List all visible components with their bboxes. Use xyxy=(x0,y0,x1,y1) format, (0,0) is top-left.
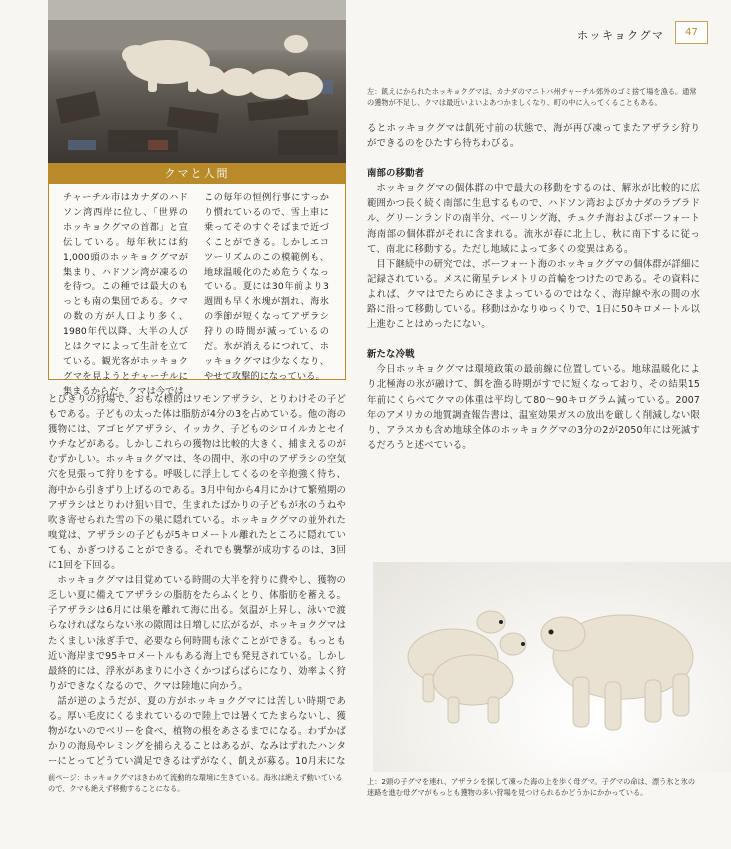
right-paragraph-1: ホッキョクグマの個体群の中で最大の移動をするのは、解氷が比較的に広範囲かつ長く続く南部に生息するもので、ハドソン湾およびカナダのラブラドル、グリーンランドの南半分、ベーリング海、チュクチ海およびボーフォート海南部の個体群がそれに含まれる。流氷が春に北上し、秋に南下するに従って、南北に移動する。ただし地域によって多くの変異はある。 xyxy=(367,183,700,255)
sidebar-title: クマと人間 xyxy=(49,164,345,184)
sidebar-column-1: チャーチル市はカナダのハドソン湾西岸に位し、「世界のホッキョクグマの首都」と宣伝している。毎年秋には約1,000頭のホッキョクグマが集まり、ハドソン湾が凍るのを待つ。この種では最大のもっとも南の集団である。クマの数の方が人口より多く、1980年代以降、大半の人びとはクマによって生計を立てている。観光客がホッキョクグマを見ようとチャーチルに集まるからだ。クマは今では xyxy=(63,192,188,397)
sidebar-box xyxy=(48,163,346,397)
page-number: 47 xyxy=(675,21,708,44)
bottom-photo-caption: 上：2頭の子グマを連れ、アザラシを探して凍った海の上を歩く母グマ。子グマの命は、漂う氷と氷の迷路を進む母グマがもっとも獲物の多い狩場を見つけられるかどうかにかかっている。 xyxy=(367,777,696,797)
right-paragraph-0: るとホッキョクグマは飢死寸前の状態で、海が再び凍ってまたアザラシ狩りができるのをひたすら待ちわびる。 xyxy=(367,123,700,150)
garbage-dump-photo xyxy=(48,0,346,163)
garbage-dump-bears-photo xyxy=(48,0,346,163)
left-paragraph-2: ホッキョクグマは目覚めている時間の大半を狩りに費やし、獲物の乏しい夏に備えてアザラシの脂肪をたらふくとり、体脂肪を蓄える。子アザラシは6月には巣を離れて海に出る。気温が上昇し、泳いで渡らなければならない氷の隙間は日増しに広がるが、ホッキョクグマはたくましい泳ぎ手で、必要なら何時間も泳ぐことができる。もっとも近い海岸まで95キロメートルもある海上でも発見されている。しかし最終的には、浮氷があまりに小さくかつばらばらになり、効率よく狩りができなくなるので、クマは陸地に向かう。 xyxy=(48,575,346,692)
left-paragraph-3: 話が逆のようだが、夏の方がホッキョクグマには苦しい時期である。厚い毛皮にくるまれているので陸上では暑くてたまらないし、獲物がないのでベリーを食べ、植物の根をあさるまでになる。わずかばかりの海鳥やレミングを捕らえることはあるが、なみはずれたハンターにとってどうてい満足できるはずがなく、飢えが募る。10月末にな xyxy=(48,695,346,768)
left-caption: 前ページ：ホッキョクグマはきわめて流動的な環境に生きている。海氷は絶えず動いているので、クマも絶えず移動することになる。 xyxy=(48,773,343,793)
right-paragraph-2: 目下継続中の研究では、ボーフォート海のホッキョクグマの個体群が詳細に記録されている。メスに衛星テレメトリの首輪をつけたのである。その資料によれば、クマはでたらめにさまよっているのではなく、海岸線や氷の間の水路に沿って移動している。移動はかなりゆっくりで、1日に50キロメートル以上進むことはめったにない。 xyxy=(367,258,700,331)
right-body-text xyxy=(367,121,700,453)
sidebar-column-2: この毎年の恒例行事にすっかり慣れているので、雪上車に乗ってそのすぐそばまで近づくことができる。しかしエコツーリズムのこの模範例も、地球温暖化のため危うくなっている。夏には30年前より3週間も早く氷塊が割れ、海氷の季節が短くなってアザラシ狩りの時間が減っているのだ。氷が消えるにつれて、ホッキョクグマは少なくなり、やせて攻撃的になっている。 xyxy=(204,192,329,382)
top-photo-caption: 左：飢えにかられたホッキョクグマは、カナダのマニトバ州チャーチル郊外のゴミ捨て場を漁る。通常の獲物が不足し、クマは最近いよいよあつかましくなり、町の中に入ってくることもある。 xyxy=(367,87,697,107)
left-body-text xyxy=(48,392,346,769)
right-paragraph-3: 今日ホッキョクグマは環境政策の最前線に位置している。地球温暖化により北極海の氷が融けて、餌を漁る時期がすでに短くなっており、その結果15年前にくらべてクマの体重は平均して80～90キログラム減っている。2007年のアメリカの地質調査報告書は、温室効果ガスの放出を厳しく削減しない限り、アラスカも含め地球全体のホッキョクグマの3分の2が2050年には死滅するだろうと述べている。 xyxy=(367,364,700,451)
section-heading-new-cold-war: 新たな冷戦 xyxy=(367,349,415,361)
section-heading-southern-migrants: 南部の移動者 xyxy=(367,168,425,180)
polar-bear-family-photo xyxy=(373,562,731,772)
left-paragraph-1: とびきりの狩場で、おもな標的はワモンアザラシ、とりわけその子どもである。子どもの太った体は脂肪が4分の3を占めている。他の海の獲物には、アゴヒゲアザラシ、イッカク、子どものシロイルカとセイウチなどがある。しかしこれらの獲物は比較的大きく、捕まえるのがむずかしい。ホッキョクグマは、冬の間中、氷の中のアザラシの空気穴を見張って狩りをする。呼吸しに浮上してくるのを辛抱強く待ち、海中から引きずり上げるのである。3月中旬から4月にかけて繁殖期のアザラシはとりわけ狙い目で、生まれたばかりの子どもが氷のうねや吹き寄せられた雪の下の巣に隠れている。ホッキョクグマの並外れた嗅覚は、アザラシの子どもが5キロメートル離れたところに隠れていても、かぎつけることができる。それでも襲撃が成功するのは、3回に1回を下回る。 xyxy=(48,394,346,572)
running-header-title: ホッキョクグマ xyxy=(577,29,665,42)
mother-bear-cubs-photo xyxy=(373,562,731,772)
